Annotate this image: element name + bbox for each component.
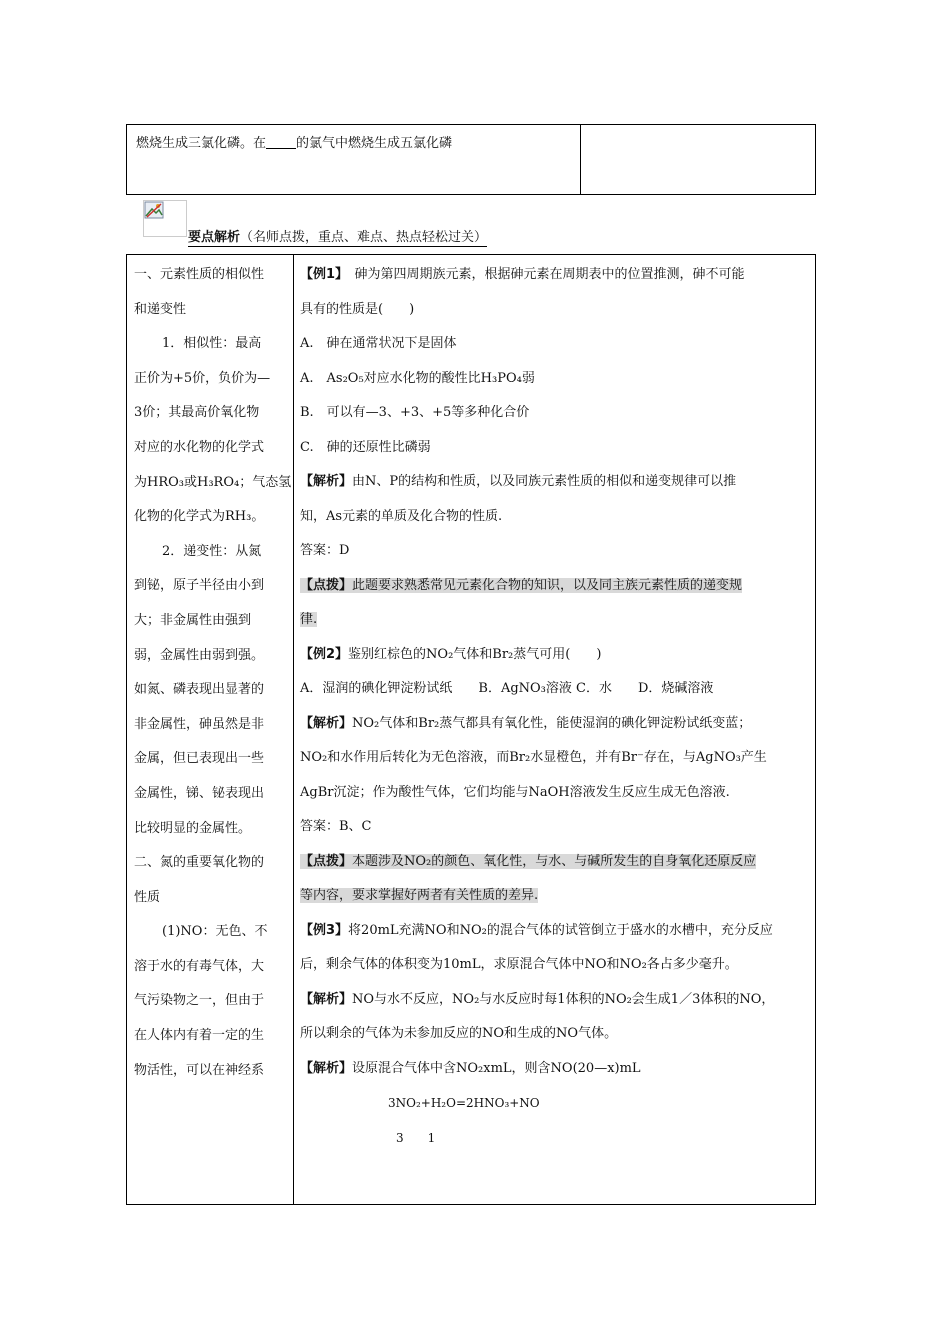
line-text: 此题要求熟悉常见元素化合物的知识，以及同主族元素性质的递变规 — [352, 577, 743, 593]
example-line — [300, 465, 810, 500]
notes-line: 在人体内有着一定的生 — [134, 1028, 265, 1044]
line-text: 答案：D — [300, 543, 350, 558]
example-line — [300, 362, 810, 397]
example-line — [300, 1086, 810, 1121]
line-text: 鉴别红棕色的NO₂气体和Br₂蒸气可用( ) — [348, 646, 602, 662]
notes-line: 比较明显的金属性。 — [134, 820, 252, 836]
section-tag: 【解析】 — [300, 991, 353, 1007]
notes-line: (1)NO：无色、不 — [162, 924, 268, 940]
notes-line: 到铋，原子半径由小到 — [134, 578, 265, 594]
example-line — [300, 845, 810, 880]
line-text: 3 1 — [396, 1130, 436, 1145]
notes-line: 正价为+5价，负价为— — [134, 370, 271, 386]
section-tag: 【点拨】 — [300, 853, 353, 869]
top-table — [126, 124, 816, 195]
notes-line: 2．递变性：从氮 — [162, 543, 262, 559]
example-line — [300, 776, 810, 811]
line-text: B. 可以有—3、+3、+5等多种化合价 — [300, 405, 530, 420]
example-line — [300, 1121, 810, 1156]
example-line — [300, 431, 810, 466]
line-text: 设原混合气体中含NO₂xmL，则含NO(20—x)mL — [352, 1060, 641, 1076]
notes-line: 金属性，锑、铋表现出 — [134, 785, 265, 801]
example-line — [300, 810, 810, 845]
line-text: 答案：B、C — [300, 819, 372, 834]
line-text: 将20mL充满NO和NO₂的混合气体的试管倒立于盛水的水槽中，充分反应 — [348, 922, 773, 938]
top-table-text: 燃烧生成三氯化磷。在 的氯气中燃烧生成五氯化磷 — [136, 136, 453, 151]
example-line — [300, 948, 810, 983]
notes-line: 金属，但已表现出一些 — [134, 751, 265, 767]
example-line — [300, 258, 810, 293]
examples-column — [300, 258, 810, 1155]
section-tag: 【解析】 — [300, 1060, 353, 1076]
line-text: 知，As元素的单质及化合物的性质. — [300, 508, 503, 524]
line-text: 所以剩余的气体为未参加反应的NO和生成的NO气体。 — [300, 1026, 618, 1041]
example-line — [300, 879, 810, 914]
line-text: 律. — [300, 612, 318, 627]
line-text: 等内容，要求掌握好两者有关性质的差异. — [300, 888, 539, 903]
broken-image-icon — [143, 200, 187, 237]
example-line — [300, 983, 810, 1018]
notes-line: 化物的化学式为RH₃。 — [134, 509, 265, 525]
section-tag: 【解析】 — [300, 715, 353, 731]
section-tag: 【点拨】 — [300, 577, 353, 593]
line-text: C. 砷的还原性比磷弱 — [300, 439, 431, 455]
notes-line: 物活性，可以在神经系 — [134, 1062, 265, 1078]
example-line — [300, 534, 810, 569]
example-line — [300, 327, 810, 362]
line-text: AgBr沉淀；作为酸性气体，它们均能与NaOH溶液发生反应生成无色溶液. — [300, 784, 730, 800]
notes-line: 二、氮的重要氧化物的 — [134, 855, 265, 871]
line-text: NO₂和水作用后转化为无色溶液，而Br₂水显橙色，并有Br⁻存在，与AgNO₃产生 — [300, 750, 767, 765]
example-line — [300, 672, 810, 707]
line-text: 具有的性质是( ) — [300, 301, 415, 317]
line-text: 本题涉及NO₂的颜色、氧化性，与水、与碱所发生的自身氧化还原反应 — [352, 853, 757, 869]
section-tag: 【例3】 — [300, 922, 349, 938]
example-line — [300, 569, 810, 604]
notes-column — [134, 258, 292, 1088]
line-text: 后，剩余气体的体积变为10mL，求原混合气体中NO和NO₂各占多少毫升。 — [300, 957, 738, 972]
line-text: A. As₂O₅对应水化物的酸性比H₃PO₄弱 — [300, 370, 535, 386]
example-line — [300, 741, 810, 776]
section-tag: 【例2】 — [300, 646, 349, 662]
notes-line: 对应的水化物的化学式 — [134, 439, 265, 455]
main-table — [126, 254, 816, 1205]
section-tag: 【解析】 — [300, 474, 353, 489]
line-text: 3NO₂+H₂O=2HNO₃+NO — [388, 1096, 540, 1110]
fill-blank — [266, 136, 296, 149]
notes-line: 3价；其最高价氧化物 — [134, 405, 260, 421]
notes-line: 大；非金属性由强到 — [134, 612, 252, 628]
section-tag: 【例1】 — [300, 267, 342, 282]
line-text: 由N、P的结构和性质，以及同族元素性质的相似和递变规律可以推 — [352, 474, 737, 489]
line-text: NO与水不反应，NO₂与水反应时每1体积的NO₂会生成1／3体积的NO， — [352, 991, 775, 1007]
notes-line: 1．相似性：最高 — [162, 336, 262, 352]
example-line — [300, 1017, 810, 1052]
column-divider — [293, 255, 294, 1204]
notes-line: 性质 — [134, 889, 161, 905]
column-divider — [580, 125, 581, 194]
line-text: NO₂气体和Br₂蒸气都具有氧化性，能使湿润的碘化钾淀粉试纸变蓝； — [352, 715, 752, 731]
notes-line: 溶于水的有毒气体，大 — [134, 958, 265, 974]
example-line — [300, 293, 810, 328]
notes-line: 为HRO₃或H₃RO₄；气态氢 — [134, 474, 292, 490]
notes-line: 非金属性，砷虽然是非 — [134, 716, 265, 732]
notes-line: 和递变性 — [134, 301, 187, 317]
example-line — [300, 707, 810, 742]
line-text: A. 砷在通常状况下是固体 — [300, 336, 457, 351]
notes-line: 弱，金属性由弱到强。 — [134, 647, 265, 663]
example-line — [300, 603, 810, 638]
line-text: 砷为第四周期族元素，根据砷元素在周期表中的位置推测，砷不可能 — [341, 267, 745, 282]
notes-line: 如氮、磷表现出显著的 — [134, 682, 265, 698]
example-line — [300, 638, 810, 673]
line-text: A．湿润的碘化钾淀粉试纸 B．AgNO₃溶液 C．水 D．烧碱溶液 — [300, 681, 714, 696]
notes-line: 气污染物之一，但由于 — [134, 993, 265, 1009]
example-line — [300, 1052, 810, 1087]
notes-line: 一、元素性质的相似性 — [134, 267, 265, 282]
example-line — [300, 500, 810, 535]
section-heading: 要点解析（名师点拨，重点、难点、热点轻松过关） — [188, 226, 487, 247]
example-line — [300, 396, 810, 431]
example-line — [300, 914, 810, 949]
